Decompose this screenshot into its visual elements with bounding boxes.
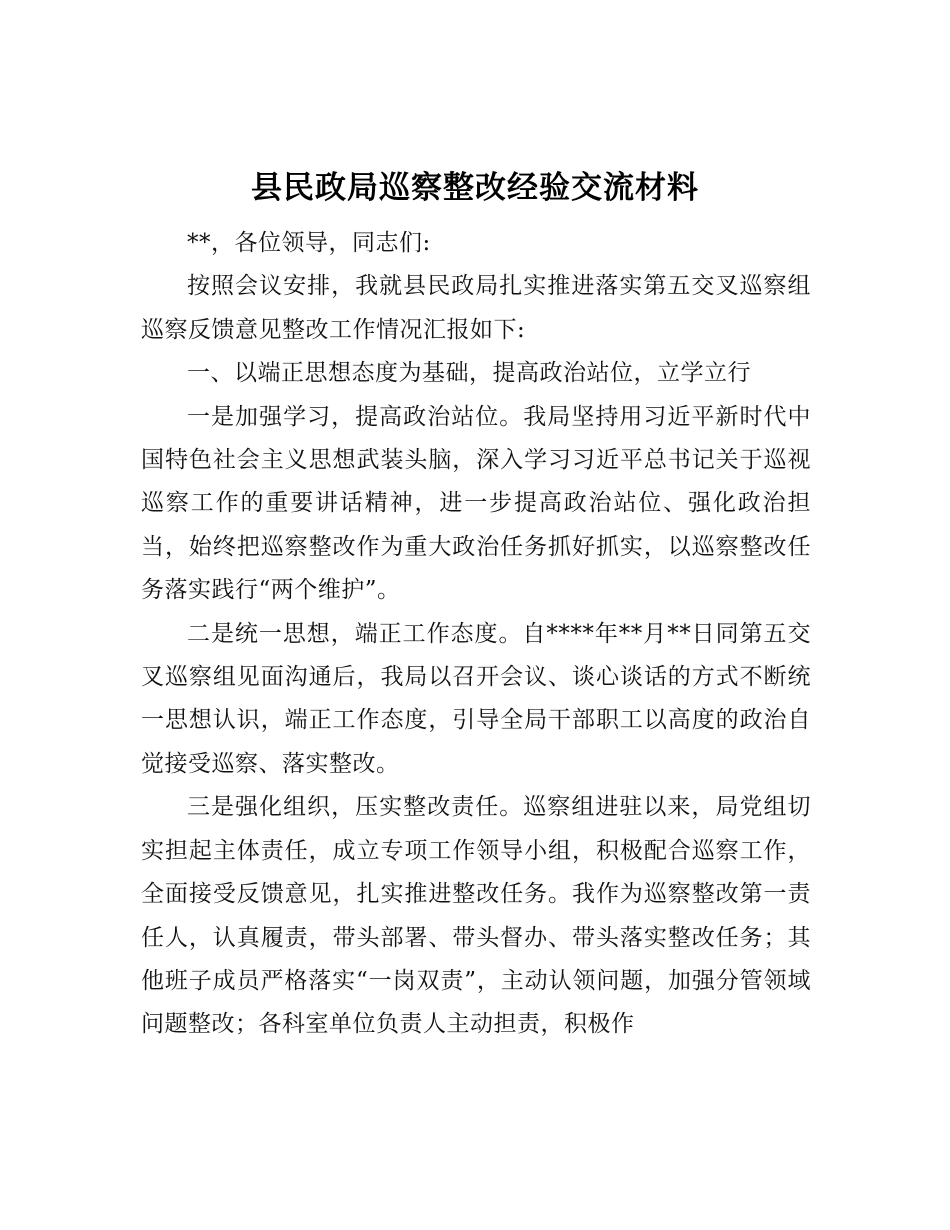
body-paragraph: 二是统一思想，端正工作态度。自****年**月**日同第五交叉巡察组见面沟通后，我局以召开会议、谈心谈话的方式不断统一思想认识，端正工作态度，引导全局干部职工以高度的政治自觉接受巡察、落实整改。	[141, 620, 811, 777]
document-title: 县民政局巡察整改经验交流材料	[251, 170, 699, 206]
section-heading: 一、以端正思想态度为基础，提高政治站位，立学立行	[187, 360, 751, 387]
intro-paragraph: 按照会议安排，我就县民政局扎实推进落实第五交叉巡察组巡察反馈意见整改工作情况汇报如下:	[141, 273, 811, 343]
document-body	[141, 222, 811, 1047]
body-paragraph: 三是强化组织，压实整改责任。巡察组进驻以来，局党组切实担起主体责任，成立专项工作领导小组，积极配合巡察工作，全面接受反馈意见，扎实推进整改任务。我作为巡察整改第一责任人，认真履责，带头部署、带头督办、带头落实整改任务；其他班子成员严格落实“一岗双责”，主动认领问题，加强分管领域问题整改；各科室单位负责人主动担责，积极作	[141, 794, 811, 1038]
body-paragraph: 一是加强学习，提高政治站位。我局坚持用习近平新时代中国特色社会主义思想武装头脑，深入学习习近平总书记关于巡视巡察工作的重要讲话精神，进一步提高政治站位、强化政治担当，始终把巡察整改作为重大政治任务抓好抓实，以巡察整改任务落实践行“两个维护”。	[141, 403, 811, 604]
salutation-paragraph: **，各位领导，同志们:	[187, 230, 431, 256]
